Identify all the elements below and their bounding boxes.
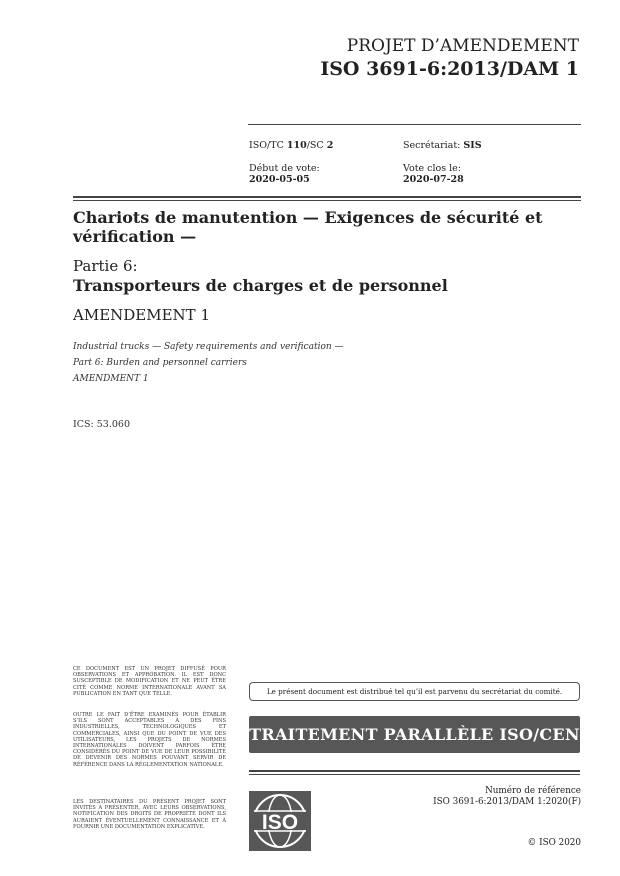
- amendment-label: AMENDEMENT 1: [73, 306, 210, 324]
- vote-end-value: 2020-07-28: [403, 174, 464, 185]
- meta-divider: [248, 124, 581, 125]
- document-number: ISO 3691-6:2013/DAM 1: [320, 58, 579, 80]
- ics-code: ICS: 53.060: [73, 419, 130, 430]
- english-title: [73, 339, 344, 387]
- title-divider-top: [73, 196, 581, 201]
- disclaimer-paragraph-2: OUTRE LE FAIT D’ÊTRE EXAMINÉS POUR ÉTABLIR S’ILS SONT ACCEPTABLES À DES FINS INDUSTRIELLES, TECHNOLOGIQUES ET COMMERCIALES, AINSI QUE DU POINT DE VUE DES UTILISATEURS, LES PROJETS DE NORMES INTERNATIONALES DOIVENT PARFOIS ÊTRE CONSIDÉRÉS DU POINT DE VUE DE LEUR POSSIBILITÉ DE DEVENIR DES NORMES POUVANT SERVIR DE RÉFÉRENCE DANS LA RÉGLEMENTATION NATIONALE.: [73, 712, 226, 768]
- vote-end-label: Vote clos le:: [403, 163, 462, 174]
- reference-number: ISO 3691-6:2013/DAM 1:2020(F): [433, 797, 581, 807]
- vote-end: [403, 163, 464, 185]
- copyright: © ISO 2020: [527, 838, 581, 848]
- iso-logo-text: ISO: [261, 811, 299, 834]
- secretariat-value: SIS: [463, 140, 482, 151]
- vote-start: [249, 163, 320, 185]
- main-title: Chariots de manutention — Exigences de sécurité et vérification —: [73, 208, 543, 246]
- reference-block: [433, 786, 581, 808]
- vote-start-label: Début de vote:: [249, 163, 320, 174]
- english-title-line3: AMENDMENT 1: [73, 374, 149, 384]
- vote-start-value: 2020-05-05: [249, 174, 310, 185]
- footer-divider: [249, 770, 580, 775]
- disclaimer-paragraph-3: LES DESTINATAIRES DU PRÉSENT PROJET SONT INVITÉS À PRÉSENTER, AVEC LEURS OBSERVATIONS, NOTIFICATION DES DROITS DE PROPRIÉTÉ DONT ILS AURAIENT ÉVENTUELLEMENT CONNAISSANCE ET À FOURNIR UNE DOCUMENTATION EXPLICATIVE.: [73, 799, 226, 830]
- part-title: Transporteurs de charges et de personnel: [73, 276, 448, 295]
- committee-info: ISO/TC 110/SC 2: [249, 140, 334, 151]
- english-title-line1: Industrial trucks — Safety requirements and verification —: [73, 342, 344, 352]
- secretariat-info: Secrétariat: SIS: [403, 140, 482, 151]
- committee-tc: 110: [286, 140, 307, 151]
- parallel-processing-banner: TRAITEMENT PARALLÈLE ISO/CEN: [249, 716, 580, 753]
- committee-sc: 2: [326, 140, 334, 151]
- part-label: Partie 6:: [73, 257, 138, 275]
- distribution-note: Le présent document est distribué tel qu’il est parvenu du secrétariat du comité.: [249, 682, 580, 701]
- reference-label: Numéro de référence: [485, 786, 581, 796]
- project-label: PROJET D’AMENDEMENT: [346, 36, 579, 56]
- english-title-line2: Part 6: Burden and personnel carriers: [73, 358, 247, 368]
- disclaimer-paragraph-1: CE DOCUMENT EST UN PROJET DIFFUSÉ POUR OBSERVATIONS ET APPROBATION. IL EST DONC SUSCEPTIBLE DE MODIFICATION ET NE PEUT ÊTRE CITÉ COMME NORME INTERNATIONALE AVANT SA PUBLICATION EN TANT QUE TELLE.: [73, 666, 226, 697]
- iso-logo: [249, 791, 311, 851]
- document-header: [320, 36, 579, 82]
